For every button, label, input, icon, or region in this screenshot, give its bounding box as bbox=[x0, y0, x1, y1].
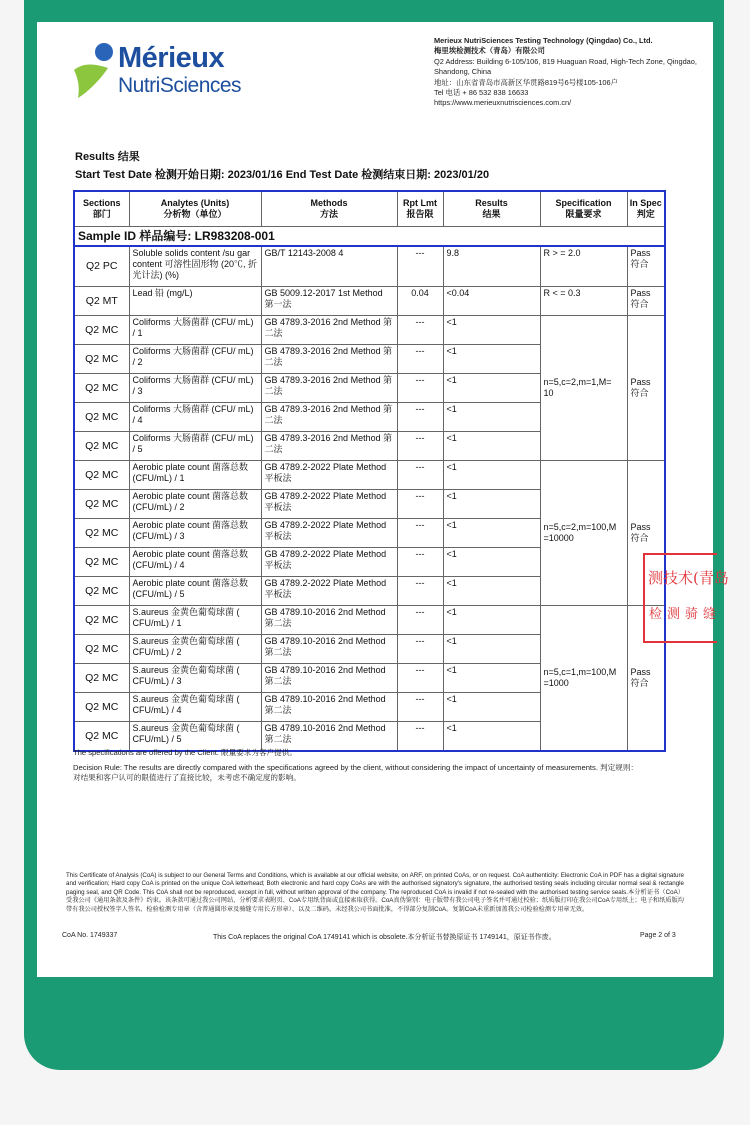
table-cell: <1 bbox=[443, 577, 540, 606]
table-cell: Aerobic plate count 菌落总数 (CFU/mL) / 1 bbox=[129, 461, 261, 490]
header-in-spec bbox=[627, 191, 665, 227]
table-cell: Q2 MC bbox=[74, 374, 129, 403]
table-cell: Results bbox=[475, 198, 508, 208]
table-cell: Pass 符合 bbox=[627, 287, 665, 316]
table-cell: <1 bbox=[443, 635, 540, 664]
test-dates: Start Test Date 检测开始日期: 2023/01/16 End Test Date 检测结束日期: 2023/01/20 bbox=[75, 169, 490, 181]
table-row bbox=[74, 246, 665, 287]
table-cell: Q2 MC bbox=[74, 403, 129, 432]
table-cell: GB 4789.3-2016 2nd Method 第二法 bbox=[261, 403, 397, 432]
table-cell: 报告限 bbox=[406, 209, 434, 219]
lab-address-en: Q2 Address: Building 6-105/106, 819 Huaguan Road, High-Tech Zone, Qingdao, Shandong, China bbox=[434, 56, 697, 77]
lab-name-cn: 梅里埃检测技术（青岛）有限公司 bbox=[434, 46, 545, 56]
table-cell: --- bbox=[397, 345, 443, 374]
table-cell: Q2 MC bbox=[74, 345, 129, 374]
table-cell: --- bbox=[397, 490, 443, 519]
table-cell: Q2 PC bbox=[74, 246, 129, 287]
table-cell: GB 4789.10-2016 2nd Method 第二法 bbox=[261, 664, 397, 693]
table-cell: GB 4789.3-2016 2nd Method 第二法 bbox=[261, 432, 397, 461]
results-table bbox=[73, 190, 666, 752]
table-cell: GB 4789.10-2016 2nd Method 第二法 bbox=[261, 693, 397, 722]
table-row bbox=[74, 287, 665, 316]
table-cell: 分析物（单位） bbox=[163, 209, 227, 219]
table-cell: <1 bbox=[443, 345, 540, 374]
table-cell: --- bbox=[397, 519, 443, 548]
table-cell: GB 4789.3-2016 2nd Method 第二法 bbox=[261, 345, 397, 374]
table-cell: --- bbox=[397, 606, 443, 635]
lab-name-en: Merieux NutriSciences Testing Technology (Qingdao) Co., Ltd. bbox=[434, 36, 653, 45]
table-cell: --- bbox=[397, 693, 443, 722]
table-cell: In Spec bbox=[629, 198, 662, 208]
table-cell: Q2 MC bbox=[74, 722, 129, 752]
inspec-coliforms: Pass 符合 bbox=[627, 316, 665, 461]
table-cell: Sections bbox=[82, 198, 121, 208]
table-cell: --- bbox=[397, 403, 443, 432]
paging-seal-stamp bbox=[643, 553, 729, 643]
table-cell: GB 4789.3-2016 2nd Method 第二法 bbox=[261, 374, 397, 403]
table-cell: <1 bbox=[443, 316, 540, 345]
replacement-note: This CoA replaces the original CoA 1749141 which is obsolete.本分析证书替换原证书 1749141，原证书作废。 bbox=[213, 934, 556, 941]
logo-line2: NutriSciences bbox=[118, 74, 242, 97]
table-row bbox=[74, 606, 665, 635]
table-cell: R < = 0.3 bbox=[540, 287, 627, 316]
table-cell: GB 4789.2-2022 Plate Method 平板法 bbox=[261, 577, 397, 606]
table-cell: S.aureus 金黄色葡萄球菌 ( CFU/mL) / 2 bbox=[129, 635, 261, 664]
table-cell: Aerobic plate count 菌落总数 (CFU/mL) / 5 bbox=[129, 577, 261, 606]
table-cell: Q2 MC bbox=[74, 635, 129, 664]
table-cell: --- bbox=[397, 635, 443, 664]
table-cell: GB/T 12143-2008 4 bbox=[261, 246, 397, 287]
table-cell: <1 bbox=[443, 664, 540, 693]
merieux-logo bbox=[70, 40, 250, 100]
table-cell: GB 4789.2-2022 Plate Method 平板法 bbox=[261, 548, 397, 577]
table-cell: 方法 bbox=[319, 209, 338, 219]
header-rpt-lmt bbox=[397, 191, 443, 227]
table-cell: <1 bbox=[443, 490, 540, 519]
table-cell: --- bbox=[397, 548, 443, 577]
table-cell: Q2 MC bbox=[74, 432, 129, 461]
table-cell: --- bbox=[397, 374, 443, 403]
table-cell: --- bbox=[397, 246, 443, 287]
sample-id: Sample ID 样品编号: LR983208-001 bbox=[74, 227, 665, 247]
table-cell: <1 bbox=[443, 693, 540, 722]
table-cell: GB 4789.2-2022 Plate Method 平板法 bbox=[261, 461, 397, 490]
table-cell: 判定 bbox=[636, 209, 655, 219]
decision-rule: Decision Rule: The results are directly compared with the specifications agreed by the client, without considering the impact of uncertainty of measurements. 判定规则：对结果和客户认可的限值进行了直接比较，未考虑不确定度的影响。 bbox=[73, 763, 639, 782]
table-cell: S.aureus 金黄色葡萄球菌 ( CFU/mL) / 3 bbox=[129, 664, 261, 693]
table-cell: Q2 MC bbox=[74, 519, 129, 548]
header-results bbox=[443, 191, 540, 227]
table-cell: 检测骑缝 bbox=[649, 607, 722, 622]
table-cell: Coliforms 大肠菌群 (CFU/ mL) / 1 bbox=[129, 316, 261, 345]
table-cell: <1 bbox=[443, 548, 540, 577]
table-cell: Soluble solids content /su gar content 可溶性固形物 (20℃, 折光计法) (%) bbox=[129, 246, 261, 287]
header-analytes bbox=[129, 191, 261, 227]
table-cell: --- bbox=[397, 722, 443, 752]
table-cell: GB 4789.10-2016 2nd Method 第二法 bbox=[261, 635, 397, 664]
table-cell: Aerobic plate count 菌落总数 (CFU/mL) / 4 bbox=[129, 548, 261, 577]
table-cell: Rpt Lmt bbox=[403, 198, 437, 208]
header-sections bbox=[74, 191, 129, 227]
inspec-aerobic: Pass 符合 bbox=[627, 461, 665, 606]
spec-saureus: n=5,c=1,m=100,M =1000 bbox=[540, 606, 627, 752]
table-cell: Analytes (Units) bbox=[160, 198, 230, 208]
table-cell: S.aureus 金黄色葡萄球菌 ( CFU/mL) / 4 bbox=[129, 693, 261, 722]
coa-number: CoA No. 1749337 bbox=[62, 932, 118, 939]
table-cell: Coliforms 大肠菌群 (CFU/ mL) / 3 bbox=[129, 374, 261, 403]
table-cell: --- bbox=[397, 577, 443, 606]
table-cell: --- bbox=[397, 664, 443, 693]
table-cell: Coliforms 大肠菌群 (CFU/ mL) / 5 bbox=[129, 432, 261, 461]
table-cell: R > = 2.0 bbox=[540, 246, 627, 287]
table-cell: <1 bbox=[443, 432, 540, 461]
table-cell: 0.04 bbox=[397, 287, 443, 316]
table-cell: --- bbox=[397, 316, 443, 345]
table-cell: GB 4789.2-2022 Plate Method 平板法 bbox=[261, 490, 397, 519]
lab-web: https://www.merieuxnutrisciences.com.cn/ bbox=[434, 98, 572, 108]
table-cell: GB 4789.3-2016 2nd Method 第二法 bbox=[261, 316, 397, 345]
header-methods bbox=[261, 191, 397, 227]
header-spec bbox=[540, 191, 627, 227]
table-cell: Q2 MC bbox=[74, 606, 129, 635]
table-cell: Q2 MC bbox=[74, 490, 129, 519]
table-cell: Coliforms 大肠菌群 (CFU/ mL) / 4 bbox=[129, 403, 261, 432]
table-cell: Pass 符合 bbox=[627, 246, 665, 287]
table-row bbox=[74, 461, 665, 490]
table-cell: <1 bbox=[443, 403, 540, 432]
table-cell: Lead 铅 (mg/L) bbox=[129, 287, 261, 316]
spec-aerobic: n=5,c=2,m=100,M =10000 bbox=[540, 461, 627, 606]
table-cell: <1 bbox=[443, 606, 540, 635]
logo-line1: Mérieux bbox=[118, 42, 225, 74]
table-cell: <1 bbox=[443, 461, 540, 490]
table-cell: <1 bbox=[443, 722, 540, 752]
table-cell: <1 bbox=[443, 374, 540, 403]
table-cell: Aerobic plate count 菌落总数 (CFU/mL) / 2 bbox=[129, 490, 261, 519]
table-cell: --- bbox=[397, 432, 443, 461]
table-cell: Q2 MC bbox=[74, 548, 129, 577]
table-cell: GB 5009.12-2017 1st Method 第一法 bbox=[261, 287, 397, 316]
table-cell: <0.04 bbox=[443, 287, 540, 316]
page-number: Page 2 of 3 bbox=[640, 932, 676, 939]
table-cell: Specification bbox=[555, 198, 612, 208]
table-cell: S.aureus 金黄色葡萄球菌 ( CFU/mL) / 1 bbox=[129, 606, 261, 635]
table-cell: 部门 bbox=[92, 209, 111, 219]
spec-coliforms: n=5,c=2,m=1,M= 10 bbox=[540, 316, 627, 461]
table-cell: <1 bbox=[443, 519, 540, 548]
table-cell: 9.8 bbox=[443, 246, 540, 287]
table-cell: Q2 MC bbox=[74, 316, 129, 345]
table-cell: Coliforms 大肠菌群 (CFU/ mL) / 2 bbox=[129, 345, 261, 374]
logo-leaf-icon bbox=[70, 40, 118, 100]
lab-info bbox=[434, 36, 704, 109]
lab-tel: Tel 电话 + 86 532 838 16633 bbox=[434, 88, 529, 98]
table-cell: GB 4789.10-2016 2nd Method 第二法 bbox=[261, 606, 397, 635]
inspec-saureus: Pass 符合 bbox=[627, 606, 665, 752]
table-cell: Q2 MC bbox=[74, 461, 129, 490]
sample-id-row bbox=[74, 227, 665, 247]
table-cell: Q2 MC bbox=[74, 693, 129, 722]
legal-text: This Certificate of Analysis (CoA) is subject to our General Terms and Conditions, which is available at our official website, on ARF, on printed CoAs, or on request. CoA authenticity: Electronic CoA in PDF has a digital signature and verification; Hard copy CoA is printed on the unique CoA letterhead; Both electronic and hard copy CoAs are with the authorised signatory's signature, the authorised testing seals including circular normal seal & rectangle paging seal, and QR Code. This CoA shall not be reproduced, except in full, without written approval of the company. The reproduced CoA is invalid if not re-sealed with the authorised testing service seals.本分析证书（CoA）受我公司《通用条款及条件》约束。该条款可通过我公司网站、分析要求表附页、CoA专用纸背面或直接索取获得。CoA真伪鉴别：电子版带有我公司电子签名并可通过校验；纸质版打印在我公司CoA专用纸上；电子和纸质版均带有我公司授权签字人签名、检验检测专用章（含普通圆形章及骑缝专用长方形章）、以及二维码。未经我公司书面批准，不得部分复制CoA。复制CoA未重新加盖我公司检验检测专用章无效。 bbox=[66, 872, 684, 913]
table-row bbox=[74, 316, 665, 345]
table-cell: GB 4789.10-2016 2nd Method 第二法 bbox=[261, 722, 397, 752]
table-cell: GB 4789.2-2022 Plate Method 平板法 bbox=[261, 519, 397, 548]
table-cell: S.aureus 金黄色葡萄球菌 ( CFU/mL) / 5 bbox=[129, 722, 261, 752]
table-cell: Q2 MT bbox=[74, 287, 129, 316]
spec-footnote: The specifications are offered by the Client. 限量要求为客户提供。 bbox=[73, 748, 297, 757]
results-heading: Results 结果 bbox=[75, 151, 140, 163]
lab-address-cn: 地址：山东省青岛市高新区华贯路819号6号楼105-106户 bbox=[434, 77, 618, 87]
table-header-row bbox=[74, 191, 665, 227]
table-cell: 限量要求 bbox=[565, 209, 602, 219]
table-cell: 测技术(青岛 bbox=[648, 569, 729, 587]
table-cell: Aerobic plate count 菌落总数 (CFU/mL) / 3 bbox=[129, 519, 261, 548]
table-cell: Methods bbox=[310, 198, 348, 208]
table-cell: --- bbox=[397, 461, 443, 490]
table-cell: Q2 MC bbox=[74, 577, 129, 606]
table-cell: 结果 bbox=[482, 209, 501, 219]
table-cell: Q2 MC bbox=[74, 664, 129, 693]
